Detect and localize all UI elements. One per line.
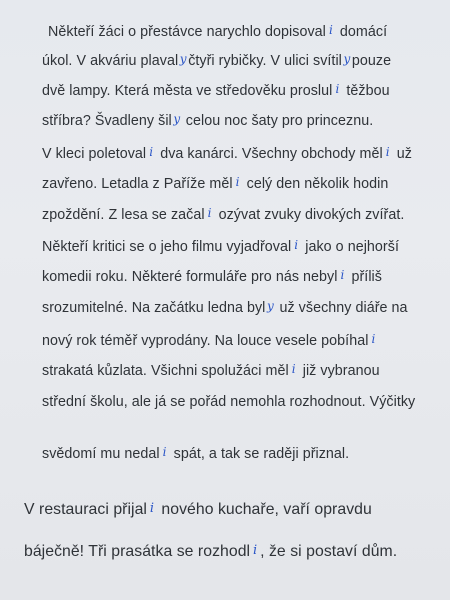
handwritten-answer-mark: i <box>340 268 345 282</box>
printed-text: zpoždění. Z lesa se začal <box>42 207 205 223</box>
printed-text: už všechny diáře na <box>275 300 408 316</box>
text-line <box>42 392 415 412</box>
text-line <box>42 111 373 131</box>
printed-text: celý den několik hodin <box>242 176 389 192</box>
text-line <box>42 361 380 381</box>
printed-text: V restauraci přijal <box>24 501 147 518</box>
handwritten-answer-mark: i <box>162 445 167 459</box>
printed-text: příliš <box>347 269 382 285</box>
printed-text: těžbou <box>342 83 390 99</box>
printed-text: celou noc šaty pro princeznu. <box>181 113 374 129</box>
printed-text: střední školu, ale já se pořád nemohla rozhodnout. Výčitky <box>42 394 416 410</box>
handwritten-answer-mark: i <box>149 501 155 516</box>
printed-text: nového kuchaře, vaří opravdu <box>156 501 372 518</box>
handwritten-answer-mark: i <box>291 362 296 376</box>
printed-text: Někteří kritici se o jeho filmu vyjadřoval <box>42 239 292 255</box>
text-line <box>42 174 388 194</box>
printed-text: komedii roku. Některé formuláře pro nás nebyl <box>42 269 338 285</box>
text-line <box>42 267 382 287</box>
printed-text: už <box>392 146 412 162</box>
printed-text: strakatá kůzlata. Všichni spolužáci měl <box>42 363 289 379</box>
text-line <box>42 331 378 351</box>
printed-text: , že si postaví dům. <box>260 543 398 560</box>
printed-text: V kleci poletoval <box>42 146 147 162</box>
text-line <box>48 22 387 42</box>
printed-text: ozývat zvuky divokých zvířat. <box>214 207 405 223</box>
handwritten-answer-mark: y <box>267 299 274 313</box>
text-line <box>42 205 404 225</box>
printed-text: úkol. V akváriu plaval <box>42 53 179 69</box>
handwritten-answer-mark: i <box>294 238 299 252</box>
printed-text: čtyři rybičky. V ulici svítil <box>188 53 342 69</box>
printed-text: srozumitelné. Na začátku ledna byl <box>42 300 266 316</box>
handwritten-answer-mark: y <box>179 52 187 66</box>
printed-text: nový rok téměř vyprodány. Na louce vesele pobíhal <box>42 333 369 349</box>
handwritten-answer-mark: i <box>207 206 212 220</box>
text-line <box>24 500 372 521</box>
text-line <box>42 444 349 464</box>
handwritten-answer-mark: i <box>235 175 240 189</box>
text-line <box>42 144 412 164</box>
handwritten-answer-mark: i <box>335 82 340 96</box>
handwritten-answer-mark: i <box>371 332 376 346</box>
text-line <box>42 81 390 101</box>
text-line <box>42 237 399 257</box>
printed-text: dva kanárci. Všechny obchody měl <box>156 146 383 162</box>
printed-text: Někteří žáci o přestávce narychlo dopisoval <box>48 24 326 40</box>
text-line <box>24 542 397 563</box>
handwritten-answer-mark: i <box>385 145 390 159</box>
printed-text: domácí <box>335 24 388 40</box>
printed-text: stříbra? Švadleny šil <box>42 113 172 129</box>
printed-text: zavřeno. Letadla z Paříže měl <box>42 176 233 192</box>
printed-text: jako o nejhorší <box>301 239 399 255</box>
handwritten-answer-mark: i <box>253 543 258 558</box>
printed-text: pouze <box>351 53 392 69</box>
printed-text: báječně! Tři prasátka se rozhodl <box>24 543 251 560</box>
handwritten-answer-mark: y <box>343 52 351 66</box>
text-line <box>42 51 391 71</box>
handwritten-answer-mark: i <box>328 23 333 37</box>
printed-text: dvě lampy. Která města ve středověku proslul <box>42 83 333 99</box>
text-line <box>42 298 408 318</box>
printed-text: svědomí mu nedal <box>42 446 160 462</box>
handwritten-answer-mark: y <box>173 112 181 126</box>
printed-text: spát, a tak se raději přiznal. <box>169 446 350 462</box>
handwritten-answer-mark: i <box>149 145 154 159</box>
printed-text: již vybranou <box>298 363 380 379</box>
